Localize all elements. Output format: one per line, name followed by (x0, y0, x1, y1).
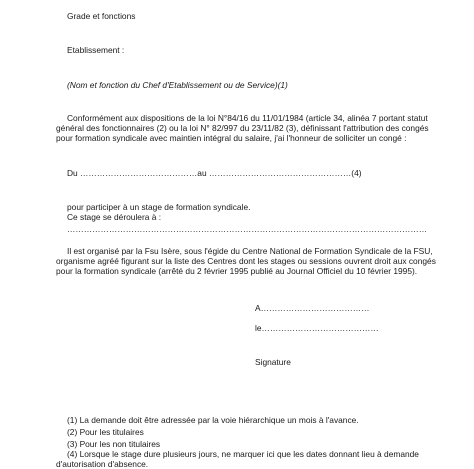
dates-line: Du ……………………………………au ……………………………………………(4) (67, 168, 362, 178)
stage-line-1: pour participer à un stage de formation syndicale. (67, 202, 251, 212)
signature-label: Signature (255, 357, 291, 367)
note-3: (3) Pour les non titulaires (67, 439, 161, 449)
note-2: (2) Pour les titulaires (67, 427, 144, 437)
note-4-line-2: d'autorisation d'absence. (56, 459, 149, 469)
signature-place-line: A………………………………… (255, 303, 370, 313)
paragraph-2-line-1: Il est organisé par la Fsu Isère, sous l'égide du Centre National de Formation Syndicale de la FSU, (67, 246, 433, 256)
signature-date-line: le…………………………………… (255, 323, 379, 333)
note-1: (1) La demande doit être adressée par la voie hiérarchique un mois à l'avance. (67, 415, 359, 425)
paragraph-1-line-3: pour formation syndicale avec maintien intégral du salaire, j'ai l'honneur de solliciter un congé : (56, 133, 407, 143)
grade-label: Grade et fonctions (67, 11, 136, 21)
chef-etablissement-label: (Nom et fonction du Chef d'Etablissement ou de Service)(1) (67, 80, 288, 90)
stage-location-dots: ………………………………………………………………………………………………………………… (67, 224, 428, 234)
note-4-line-1: (4) Lorsque le stage dure plusieurs jours, ne marquer ici que les dates donnant lieu à demande (67, 449, 419, 459)
etablissement-label: Etablissement : (67, 45, 125, 55)
paragraph-2-line-3: pour la formation syndicale (arrêté du 2 février 1995 publié au Journal Officiel du 10 février 1995). (56, 266, 418, 276)
paragraph-1-line-2: général des fonctionnaires (2) ou la loi N° 82/997 du 23/11/82 (3), définissant l'attribution des congés (56, 123, 429, 133)
stage-line-2: Ce stage se déroulera à : (67, 212, 162, 222)
paragraph-2-line-2: organisme agréé figurant sur la liste des Centres dont les stages ou sessions ouvrent droit aux congés (56, 256, 436, 266)
paragraph-1-line-1: Conformément aux dispositions de la loi N°84/16 du 11/01/1984 (article 34, alinéa 7 portant statut (67, 113, 428, 123)
